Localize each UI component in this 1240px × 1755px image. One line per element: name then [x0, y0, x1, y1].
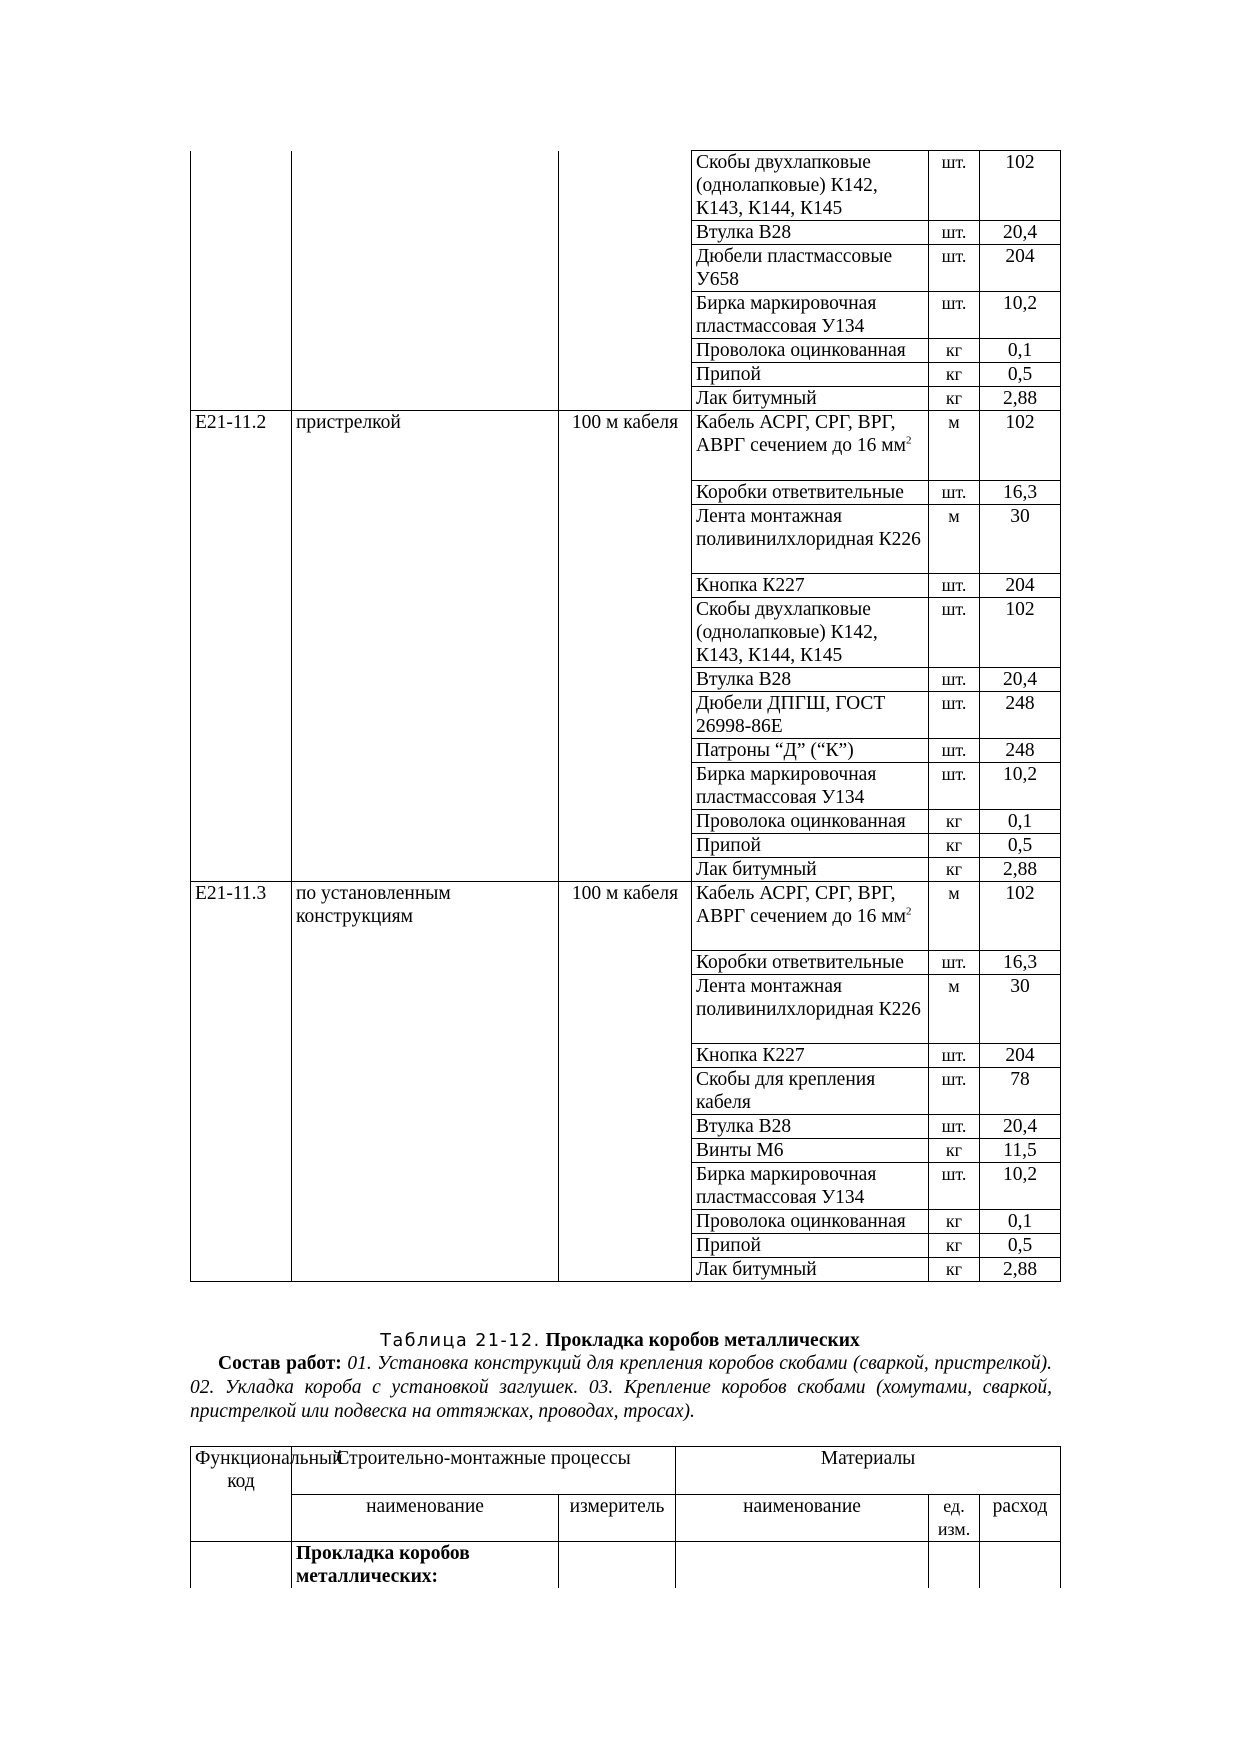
material-qty: 2,88 [980, 1258, 1061, 1282]
material-unit: кг [929, 363, 980, 387]
table-row [191, 667, 1061, 691]
material-name: Лак битумный [692, 857, 929, 881]
material-qty: 0,5 [980, 363, 1061, 387]
material-qty: 0,1 [980, 339, 1061, 363]
material-unit: кг [929, 857, 980, 881]
material-name: Кабель АСРГ, СРГ, ВРГ, АВРГ сечением до 16 $мм^2$ [692, 881, 929, 951]
material-name: Лента монтажная поливинилхлоридная К226 [692, 504, 929, 573]
process-name: пристрелкой [292, 411, 559, 481]
table-row [191, 387, 1061, 411]
material-qty: 2,88 [980, 387, 1061, 411]
material-qty: 204 [980, 1044, 1061, 1068]
material-name: Кнопка К227 [692, 1044, 929, 1068]
table-row [191, 1542, 1061, 1589]
superscript: 2 [905, 434, 912, 447]
material-qty: 20,4 [980, 1115, 1061, 1139]
material-name: Скобы для крепления кабеля [692, 1068, 929, 1115]
table-row [191, 504, 1061, 573]
process-code: Е21-11.3 [191, 881, 292, 951]
material-unit: шт. [929, 151, 980, 221]
material-name: Втулка В28 [692, 667, 929, 691]
header-row-2 [191, 1494, 1061, 1542]
material-qty: 0,5 [980, 833, 1061, 857]
material-unit: кг [929, 1210, 980, 1234]
material-name: Припой [692, 1234, 929, 1258]
process-name: по установленным конструкциям [292, 881, 559, 951]
table-row [191, 292, 1061, 339]
material-name: Коробки ответвительные [692, 480, 929, 504]
material-unit: кг [929, 809, 980, 833]
table-row [191, 573, 1061, 597]
material-qty: 102 [980, 597, 1061, 667]
table-row [191, 1068, 1061, 1115]
header-mat-name: наименование [676, 1494, 929, 1542]
material-unit: шт. [929, 597, 980, 667]
table-row [191, 809, 1061, 833]
material-unit: шт. [929, 1044, 980, 1068]
table-row [191, 738, 1061, 762]
material-name: Коробки ответвительные [692, 951, 929, 975]
material-unit: кг [929, 387, 980, 411]
material-qty: 102 [980, 881, 1061, 951]
material-unit: м [929, 411, 980, 481]
table-row [191, 1258, 1061, 1282]
material-name: Бирка маркировочная пластмассовая У134 [692, 1163, 929, 1210]
table-row [191, 833, 1061, 857]
material-name: Лента монтажная поливинилхлоридная К226 [692, 975, 929, 1044]
material-qty: 10,2 [980, 292, 1061, 339]
process-code [191, 151, 292, 221]
material-name: Проволока оцинкованная [692, 339, 929, 363]
material-unit: шт. [929, 573, 980, 597]
material-name: Лак битумный [692, 387, 929, 411]
table-21-12 [190, 1446, 1061, 1588]
material-qty: 16,3 [980, 951, 1061, 975]
material-name: Скобы двухлапковые (однолапковые) К142, К143, К144, К145 [692, 151, 929, 221]
table-row [191, 1163, 1061, 1210]
table-row [191, 857, 1061, 881]
material-unit: шт. [929, 1115, 980, 1139]
table-row [191, 597, 1061, 667]
work-text: 01. Установка конструкций для крепления коробов скобами (сваркой, пристрелкой). 02. Укладка короба с установкой заглушек. 03. Крепление коробов скобами (хомутами, сваркой, пристрелкой или подвеска на оттяжках, проводах, тросах). [190, 1353, 1052, 1422]
material-qty: 30 [980, 504, 1061, 573]
table-row [191, 411, 1061, 481]
material-unit: шт. [929, 480, 980, 504]
material-qty: 20,4 [980, 667, 1061, 691]
material-unit: м [929, 504, 980, 573]
table-row [191, 691, 1061, 738]
table-row [191, 762, 1061, 809]
header-code: Функциональный код [191, 1447, 292, 1542]
header-processes: Строительно-монтажные процессы [292, 1447, 676, 1495]
material-unit: кг [929, 339, 980, 363]
process-code: Е21-11.2 [191, 411, 292, 481]
superscript: 2 [905, 905, 912, 917]
table-row [191, 1044, 1061, 1068]
table-row [191, 1139, 1061, 1163]
header-measure: измеритель [559, 1494, 676, 1542]
material-name: Припой [692, 363, 929, 387]
material-unit: м [929, 881, 980, 951]
materials-table-continued [190, 150, 1061, 1282]
material-name: Бирка маркировочная пластмассовая У134 [692, 292, 929, 339]
material-name: Дюбели пластмассовые У658 [692, 245, 929, 292]
table-row [191, 881, 1061, 951]
material-unit: кг [929, 833, 980, 857]
table-row [191, 1210, 1061, 1234]
material-qty: 102 [980, 411, 1061, 481]
material-qty: 10,2 [980, 1163, 1061, 1210]
material-qty: 16,3 [980, 480, 1061, 504]
table-row [191, 480, 1061, 504]
material-name: Бирка маркировочная пластмассовая У134 [692, 762, 929, 809]
material-name: Дюбели ДПГШ, ГОСТ 26998-86Е [692, 691, 929, 738]
table-row [191, 1234, 1061, 1258]
material-unit: кг [929, 1139, 980, 1163]
table-row [191, 221, 1061, 245]
material-name: Кабель АСРГ, СРГ, ВРГ, АВРГ сечением до 16 $мм^2$ [692, 411, 929, 481]
material-qty: 30 [980, 975, 1061, 1044]
process-measure [559, 151, 692, 221]
process-measure: 100 м кабеля [559, 411, 692, 481]
caption-title: Прокладка коробов металлических [545, 1330, 860, 1351]
material-name: Скобы двухлапковые (однолапковые) К142, К143, К144, К145 [692, 597, 929, 667]
material-unit: кг [929, 1258, 980, 1282]
work-label: Состав работ: [218, 1353, 342, 1374]
work-composition [190, 1352, 1052, 1424]
material-name: Проволока оцинкованная [692, 809, 929, 833]
table-row [191, 1115, 1061, 1139]
header-materials: Материалы [676, 1447, 1061, 1495]
materials-table-body [191, 151, 1061, 1282]
material-unit: шт. [929, 951, 980, 975]
material-name: Винты М6 [692, 1139, 929, 1163]
header-name: наименование [292, 1494, 559, 1542]
process-measure: 100 м кабеля [559, 881, 692, 951]
table-row [191, 151, 1061, 221]
table-row [191, 951, 1061, 975]
material-qty: 0,5 [980, 1234, 1061, 1258]
material-qty: 248 [980, 691, 1061, 738]
material-name: Кнопка К227 [692, 573, 929, 597]
material-qty: 248 [980, 738, 1061, 762]
material-name: Проволока оцинкованная [692, 1210, 929, 1234]
header-row-1 [191, 1447, 1061, 1495]
material-unit: шт. [929, 738, 980, 762]
material-qty: 0,1 [980, 1210, 1061, 1234]
material-name: Припой [692, 833, 929, 857]
material-name: Втулка В28 [692, 221, 929, 245]
table-row [191, 245, 1061, 292]
material-name: Патроны “Д” (“К”) [692, 738, 929, 762]
material-unit: шт. [929, 667, 980, 691]
material-qty: 20,4 [980, 221, 1061, 245]
material-qty: 2,88 [980, 857, 1061, 881]
table-caption [190, 1329, 1050, 1353]
material-unit: шт. [929, 292, 980, 339]
material-name: Втулка В28 [692, 1115, 929, 1139]
material-qty: 102 [980, 151, 1061, 221]
material-unit: шт. [929, 1163, 980, 1210]
material-name: Лак битумный [692, 1258, 929, 1282]
material-unit: шт. [929, 762, 980, 809]
material-unit: шт. [929, 221, 980, 245]
section-label: Прокладка коробов металлических: [292, 1542, 559, 1589]
material-qty: 78 [980, 1068, 1061, 1115]
header-qty: расход [980, 1494, 1061, 1542]
header-unit: ед. изм. [929, 1494, 980, 1542]
material-qty: 10,2 [980, 762, 1061, 809]
caption-prefix: Таблица 21-12. [380, 1331, 541, 1351]
material-qty: 11,5 [980, 1139, 1061, 1163]
material-unit: шт. [929, 245, 980, 292]
material-unit: шт. [929, 691, 980, 738]
table-row [191, 339, 1061, 363]
material-qty: 204 [980, 245, 1061, 292]
material-qty: 0,1 [980, 809, 1061, 833]
material-unit: шт. [929, 1068, 980, 1115]
table-row [191, 975, 1061, 1044]
material-qty: 204 [980, 573, 1061, 597]
material-unit: м [929, 975, 980, 1044]
process-name [292, 151, 559, 221]
material-unit: кг [929, 1234, 980, 1258]
table-row [191, 363, 1061, 387]
